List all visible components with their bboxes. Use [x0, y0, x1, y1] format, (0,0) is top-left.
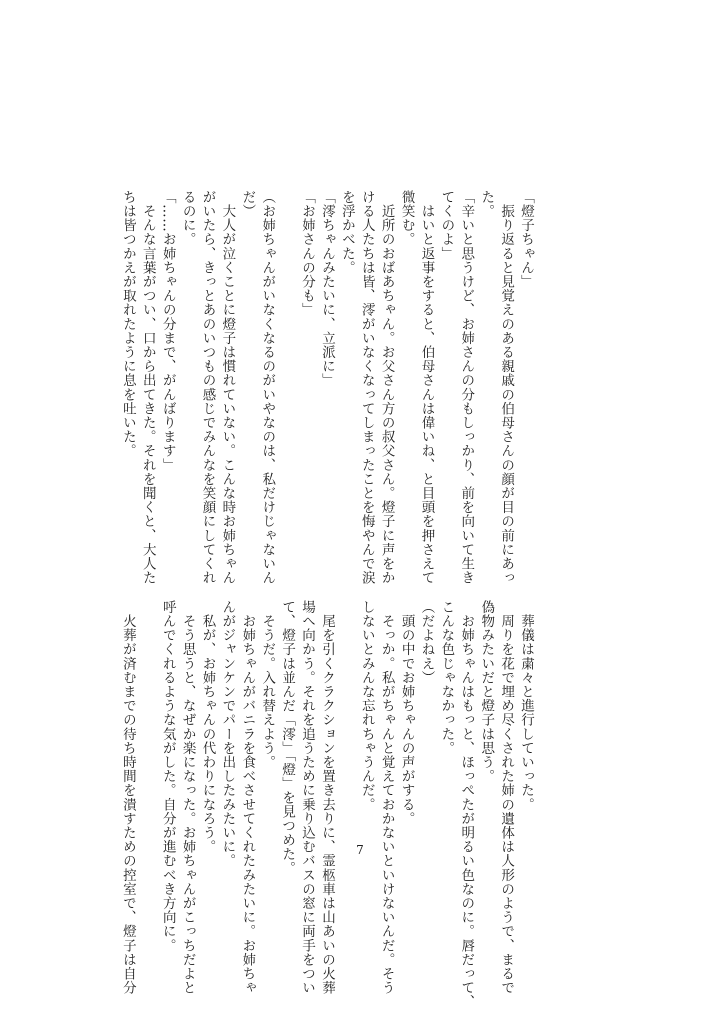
text-line: 頭の中でお姉ちゃんの声がする。 [398, 600, 415, 826]
text-line: てくのよ」 [438, 190, 455, 261]
text-line: そんな言葉がつい、口から出てきた。それを聞くと、大人た [139, 190, 156, 585]
text-line: こんな色じゃなかった。 [438, 600, 455, 756]
text-line [336, 600, 356, 830]
text-line: 「辛いと思うけど、お姉さんの分もしっかり、前を向いて生き [458, 190, 475, 585]
text-line: 「澪ちゃんみたいに、立派に」 [318, 190, 335, 388]
text-line: 尾を引くクラクションを置き去りに、霊柩車は山あいの火葬 [318, 600, 335, 995]
text-line: お姉ちゃんがバニラを食べさせてくれたみたいに。お姉ちゃ [239, 600, 256, 995]
text-line: 場へ向かう。それを追うために乗り込むバスの窓に両手をつい [299, 600, 316, 995]
text-line: んがジャンケンでパーを出したみたいに。 [219, 600, 236, 868]
text-line: ける人たちは皆、澪がいなくなってしまったことを悔やんで涙 [358, 190, 375, 585]
text-line: だ） [239, 190, 256, 219]
text-line: がいたら、きっとあのいつもの感じでみんなを笑顔にしてくれ [199, 190, 216, 585]
text-line: 偽物みたいだと燈子は思う。 [478, 600, 495, 784]
text-line: 振り返ると見覚えのある親戚の伯母さんの顔が目の前にあっ [498, 190, 515, 585]
text-line: はいと返事をすると、伯母さんは偉いね、と目頭を押さえて [418, 190, 435, 585]
page-number: 7 [356, 843, 364, 857]
text-line: しないとみんな忘れちゃうんだ。 [358, 600, 375, 812]
text-line [276, 190, 296, 570]
text-line: を浮かべた。 [338, 190, 355, 275]
text-line: 周りを花で埋め尽くされた姉の遺体は人形のようで、まるで [498, 600, 515, 995]
text-line: （お姉ちゃんがいなくなるのがいやなのは、私だけじゃないん [259, 190, 276, 585]
text-line: るのに。 [179, 190, 196, 247]
text-line: 「燈子ちゃん」 [518, 190, 534, 289]
text-line: 「……お姉ちゃんの分まで、がんばります」 [159, 190, 176, 472]
text-line: 私が、お姉ちゃんの代わりになろう。 [199, 600, 216, 854]
text-line: 「お姉さんの分も」 [299, 190, 316, 317]
text-line: 葬儀は粛々と進行していった。 [518, 600, 534, 812]
text-line: て、燈子は並んだ「澪」「燈」を見つめた。 [279, 600, 296, 876]
text-line: 微笑む。 [398, 190, 415, 247]
text-line: ちは皆つかえが取れたように息を吐いた。 [119, 190, 136, 458]
text-line: （だよねえ） [418, 600, 435, 685]
text-line: そうだ。入れ替えよう。 [259, 600, 276, 770]
text-line: 火葬が済むまでの待ち時間を潰すための控室で、燈子は自分 [119, 600, 136, 995]
text-line: お姉ちゃんはもっと、ほっぺたが明るい色なのに。唇だって、 [458, 600, 475, 1009]
upper-text-block [117, 190, 535, 585]
text-line: そっか。私がちゃんと覚えておかないといけないんだ。そう [378, 600, 395, 995]
text-line: 近所のおばあちゃん。お父さん方の叔父さん。燈子に声をか [378, 190, 395, 585]
lower-text-block [117, 600, 535, 1009]
text-line: 呼んでくれるような気がした。自分が進むべき方向に。 [159, 600, 176, 953]
text-line: 大人が泣くことに燈子は慣れていない。こんな時お姉ちゃん [219, 190, 236, 585]
text-line [137, 600, 157, 830]
text-line: た。 [478, 190, 495, 219]
text-line: そう思うと、なぜか楽になった。お姉ちゃんがこっちだよと [179, 600, 196, 995]
